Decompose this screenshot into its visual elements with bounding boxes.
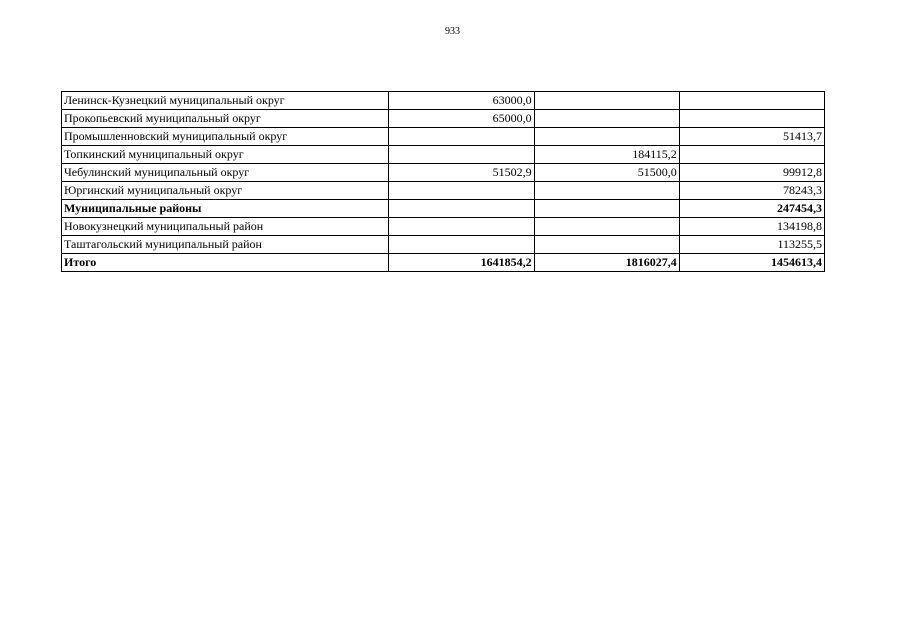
column-1-value-cell: 1641854,2 — [389, 254, 534, 272]
column-3-value-cell — [679, 92, 824, 110]
table-row — [62, 128, 825, 146]
municipality-name-cell: Топкинский муниципальный округ — [62, 146, 389, 164]
column-3-value-cell: 113255,5 — [679, 236, 824, 254]
table-row — [62, 164, 825, 182]
municipality-name-cell: Таштагольский муниципальный район — [62, 236, 389, 254]
table-row — [62, 182, 825, 200]
municipality-name-cell: Чебулинский муниципальный округ — [62, 164, 389, 182]
column-2-value-cell: 1816027,4 — [534, 254, 679, 272]
municipality-name-cell: Промышленновский муниципальный округ — [62, 128, 389, 146]
municipality-name-cell: Прокопьевский муниципальный округ — [62, 110, 389, 128]
column-3-value-cell: 134198,8 — [679, 218, 824, 236]
column-1-value-cell — [389, 236, 534, 254]
table-body — [62, 92, 825, 272]
column-1-value-cell — [389, 128, 534, 146]
column-3-value-cell — [679, 110, 824, 128]
page-number: 933 — [445, 26, 460, 37]
municipality-name-cell: Муниципальные районы — [62, 200, 389, 218]
table-row — [62, 200, 825, 218]
column-2-value-cell — [534, 110, 679, 128]
table-row — [62, 110, 825, 128]
column-2-value-cell — [534, 182, 679, 200]
municipality-name-cell: Новокузнецкий муниципальный район — [62, 218, 389, 236]
budget-table — [61, 91, 825, 272]
municipality-name-cell: Итого — [62, 254, 389, 272]
column-2-value-cell: 51500,0 — [534, 164, 679, 182]
column-3-value-cell: 51413,7 — [679, 128, 824, 146]
column-3-value-cell — [679, 146, 824, 164]
column-2-value-cell: 184115,2 — [534, 146, 679, 164]
column-1-value-cell: 63000,0 — [389, 92, 534, 110]
column-2-value-cell — [534, 92, 679, 110]
column-2-value-cell — [534, 236, 679, 254]
column-1-value-cell — [389, 182, 534, 200]
column-3-value-cell: 78243,3 — [679, 182, 824, 200]
column-2-value-cell — [534, 128, 679, 146]
column-2-value-cell — [534, 218, 679, 236]
column-3-value-cell: 1454613,4 — [679, 254, 824, 272]
column-3-value-cell: 99912,8 — [679, 164, 824, 182]
column-1-value-cell — [389, 200, 534, 218]
column-1-value-cell — [389, 146, 534, 164]
column-1-value-cell: 51502,9 — [389, 164, 534, 182]
column-2-value-cell — [534, 200, 679, 218]
table-row — [62, 236, 825, 254]
column-1-value-cell — [389, 218, 534, 236]
table-row — [62, 218, 825, 236]
table-row — [62, 92, 825, 110]
municipality-name-cell: Юргинский муниципальный округ — [62, 182, 389, 200]
column-1-value-cell: 65000,0 — [389, 110, 534, 128]
table-row — [62, 146, 825, 164]
column-3-value-cell: 247454,3 — [679, 200, 824, 218]
table-row — [62, 254, 825, 272]
municipality-name-cell: Ленинск-Кузнецкий муниципальный округ — [62, 92, 389, 110]
